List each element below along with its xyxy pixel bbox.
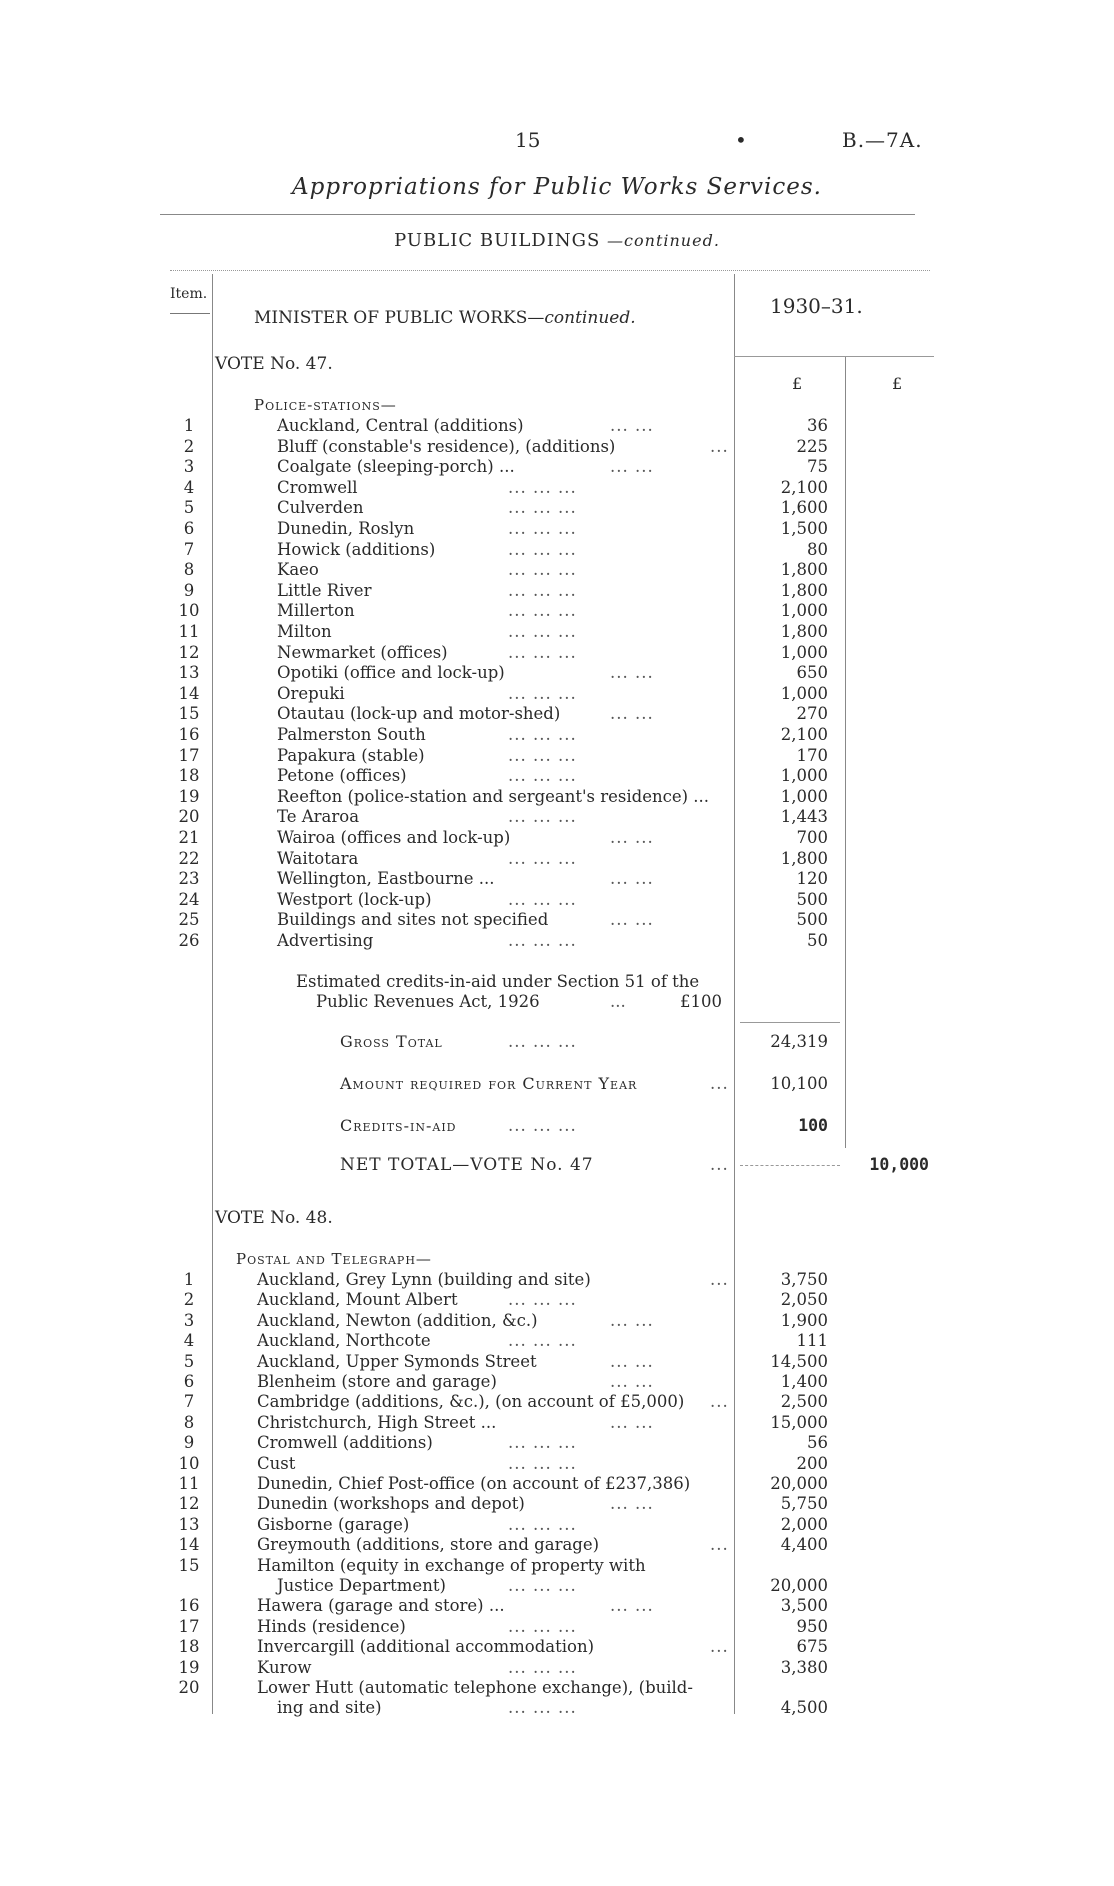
- vote-48-item-number: 16: [178, 1596, 200, 1616]
- section-title: [0, 230, 1114, 251]
- credits-note-line-2: [316, 992, 722, 1011]
- vote-47-item-leader-dots: ... ... ...: [508, 498, 577, 518]
- vote-48-item-description: Auckland, Mount Albert: [257, 1290, 458, 1310]
- vote-47-row: [0, 828, 1114, 848]
- vote-47-row: [0, 910, 1114, 930]
- vote-48-item-number: 19: [178, 1657, 200, 1677]
- vote-47-item-number: 20: [178, 807, 200, 827]
- vote-47-row: [0, 931, 1114, 951]
- vote-48-item-number: 6: [183, 1372, 195, 1391]
- vote-48-item-leader-dots: ... ...: [610, 1372, 654, 1391]
- vote-47-item-description: Reefton (police-station and sergeant's residence) ...: [277, 786, 710, 806]
- vote-47-item-amount: 2,100: [780, 477, 828, 497]
- vote-47-item-leader-dots: ... ... ...: [508, 580, 577, 600]
- vote-48-row: [0, 1474, 1114, 1494]
- vote-48-item-leader-dots: ... ... ...: [508, 1331, 577, 1351]
- year-header-rule: [734, 356, 934, 357]
- credits-note-amount: £100: [680, 992, 722, 1011]
- vote-47-item-description: Waitotara: [277, 848, 359, 868]
- amount-required-dots: ...: [710, 1074, 729, 1093]
- vote-47-item-amount: 2,100: [780, 725, 828, 744]
- vote-48-row: [0, 1617, 1114, 1637]
- vote-48-item-amount: 2,500: [780, 1392, 828, 1412]
- vote-48-item-leader-dots: ... ...: [610, 1351, 654, 1371]
- pound-symbol-column-1: £: [792, 374, 803, 393]
- vote-47-item-amount: 500: [796, 910, 828, 930]
- vote-48-item-amount: 2,050: [780, 1290, 828, 1310]
- vote-47-item-amount: 500: [796, 889, 828, 909]
- vote-48-item-description: Christchurch, High Street ...: [257, 1412, 497, 1432]
- vote-47-item-description: Opotiki (office and lock-up): [277, 663, 505, 683]
- credits-in-aid-value: 100: [798, 1116, 828, 1135]
- vote-48-item-description: Auckland, Upper Symonds Street: [257, 1351, 537, 1371]
- vote-47-item-leader-dots: ... ... ...: [508, 807, 577, 827]
- vote-48-item-leader-dots: ... ... ...: [508, 1698, 577, 1718]
- vote-47-item-description: Culverden: [277, 498, 364, 518]
- vote-47-item-number: 12: [178, 642, 200, 662]
- item-column-header: Item.: [170, 286, 208, 302]
- vote-48-item-amount: 675: [796, 1637, 828, 1657]
- vote-48-row: [0, 1270, 1114, 1290]
- vote-48-item-number: 11: [178, 1474, 200, 1493]
- vote-47-item-leader-dots: ... ... ...: [508, 683, 577, 703]
- vote-48-item-description: Auckland, Newton (addition, &c.): [257, 1310, 538, 1330]
- vote-47-row: [0, 807, 1114, 827]
- section-continued: —continued.: [607, 231, 720, 250]
- vote-47-item-leader-dots: ... ...: [610, 869, 654, 889]
- vote-48-item-description: Cromwell (additions): [257, 1433, 433, 1453]
- vote-47-item-leader-dots: ... ...: [610, 828, 654, 847]
- vote-47-item-number: 7: [183, 539, 195, 559]
- vote-48-row: [0, 1413, 1114, 1433]
- vote-47-item-amount: 1,000: [780, 683, 828, 703]
- vote-48-row: [0, 1678, 1114, 1698]
- vote-48-item-number: 15: [178, 1555, 200, 1575]
- vote-48-item-description: Auckland, Northcote: [257, 1331, 431, 1351]
- vote-48-item-amount: 4,500: [780, 1698, 828, 1718]
- page-dot: •: [735, 128, 747, 152]
- vote-48-item-number: 13: [178, 1514, 200, 1534]
- vote-47-item-leader-dots: ... ... ...: [508, 622, 577, 641]
- vote-47-item-amount: 1,000: [780, 642, 828, 662]
- vote-47-item-description: Auckland, Central (additions): [277, 416, 524, 435]
- vote-48-item-number: 2: [183, 1290, 195, 1310]
- vote-48-item-description: Greymouth (additions, store and garage): [257, 1535, 600, 1555]
- vote-47-item-description: Westport (lock-up): [277, 889, 432, 909]
- vote-48-row: [0, 1556, 1114, 1576]
- vote-47-row: [0, 478, 1114, 498]
- vote-47-row: [0, 560, 1114, 580]
- vote-47-item-number: 15: [178, 704, 200, 724]
- vote-47-row: [0, 581, 1114, 601]
- vote-48-item-description: Dunedin, Chief Post-office (on account of £237,386): [257, 1474, 691, 1493]
- vote-47-item-number: 19: [178, 786, 200, 806]
- vote-47-item-number: 6: [183, 519, 195, 538]
- vote-47-row: [0, 622, 1114, 642]
- vote-47-row: [0, 890, 1114, 910]
- vote-47-item-amount: 80: [807, 539, 828, 559]
- vote-47-item-amount: 700: [796, 828, 828, 847]
- vote-47-item-amount: 1,443: [780, 807, 828, 827]
- vote-47-item-description: Wairoa (offices and lock-up): [277, 828, 511, 847]
- vote-48-item-amount: 4,400: [780, 1535, 828, 1555]
- vote-48-item-number: 14: [178, 1535, 200, 1555]
- vote-47-item-description: Bluff (constable's residence), (additions): [277, 436, 616, 456]
- vote-48-item-description: Lower Hutt (automatic telephone exchange), (build-: [257, 1678, 693, 1697]
- vote-47-item-amount: 170: [796, 745, 828, 765]
- vote-47-item-description: Newmarket (offices): [277, 642, 448, 662]
- vote-47-row: [0, 457, 1114, 477]
- vote-48-item-description: Dunedin (workshops and depot): [257, 1494, 525, 1514]
- vote-47-item-description: Advertising: [277, 931, 374, 950]
- vote-47-item-leader-dots: ... ... ...: [508, 725, 577, 744]
- section-rule: [170, 270, 930, 271]
- vote-47-item-number: 16: [178, 725, 200, 744]
- vote-47-item-number: 10: [178, 601, 200, 621]
- vote-48-item-amount: 14,500: [770, 1351, 828, 1371]
- vote-48-row: [0, 1698, 1114, 1718]
- vote-48-item-leader-dots: ... ... ...: [508, 1576, 577, 1595]
- vote-48-row: [0, 1372, 1114, 1392]
- minister-continued: continued.: [544, 308, 636, 328]
- vote-47-row: [0, 498, 1114, 518]
- vote-47-item-description: Dunedin, Roslyn: [277, 519, 415, 538]
- gross-total-label: Gross Total: [340, 1032, 443, 1051]
- vote-47-item-leader-dots: ... ... ...: [508, 539, 577, 559]
- vote-47-item-description: Coalgate (sleeping-porch) ...: [277, 457, 515, 477]
- vote-47-item-leader-dots: ... ...: [610, 910, 654, 930]
- vote-47-item-number: 1: [183, 416, 195, 435]
- vote-48-item-number: 8: [183, 1412, 195, 1432]
- vote-47-row: [0, 766, 1114, 786]
- vote-48-row: [0, 1311, 1114, 1331]
- vote-47-item-leader-dots: ... ... ...: [508, 601, 577, 621]
- vote-48-item-description: Cust: [257, 1453, 296, 1473]
- vote-47-item-number: 25: [178, 910, 200, 930]
- vote-47-category: Police-stations—: [254, 396, 397, 414]
- item-header-rule: [170, 313, 210, 314]
- vote-47-item-amount: 650: [796, 663, 828, 683]
- vote-48-item-leader-dots: ... ... ...: [508, 1657, 577, 1677]
- vote-47-row: [0, 869, 1114, 889]
- vote-47-item-description: Wellington, Eastbourne ...: [277, 869, 495, 889]
- vote-48-item-number: 4: [183, 1331, 195, 1351]
- vote-47-item-amount: 1,000: [780, 601, 828, 621]
- vote-48-item-number: 20: [178, 1678, 200, 1697]
- vote-48-item-number: 1: [183, 1270, 195, 1289]
- vote-48-item-description: Hinds (residence): [257, 1616, 406, 1636]
- vote-47-item-number: 4: [183, 477, 195, 497]
- vote-48-item-amount: 3,750: [780, 1270, 828, 1289]
- year-column-header: 1930–31.: [770, 294, 863, 318]
- vote-47-item-leader-dots: ... ... ...: [508, 889, 577, 909]
- vote-48-item-leader-dots: ... ... ...: [508, 1514, 577, 1534]
- vote-48-item-description: Cambridge (additions, &c.), (on account of £5,000): [257, 1392, 685, 1412]
- vote-47-item-number: 17: [178, 745, 200, 765]
- vote-48-item-description: Gisborne (garage): [257, 1514, 410, 1534]
- vote-48-row: [0, 1576, 1114, 1596]
- vote-47-item-leader-dots: ... ... ...: [508, 642, 577, 662]
- vote-48-item-amount: 2,000: [780, 1514, 828, 1534]
- document-reference: B.—7A.: [842, 128, 923, 152]
- vote-48-row: [0, 1290, 1114, 1310]
- gross-total-row: [0, 1032, 1114, 1052]
- credits-in-aid-dots: ... ... ...: [508, 1116, 577, 1135]
- vote-47-row: [0, 787, 1114, 807]
- vote-47-row: [0, 416, 1114, 436]
- vote-47-row: [0, 663, 1114, 683]
- vote-47-item-amount: 225: [796, 436, 828, 456]
- vote-48-item-description: Justice Department): [277, 1576, 446, 1595]
- vote-48-item-number: 10: [178, 1453, 200, 1473]
- amount-required-row: [0, 1074, 1114, 1094]
- credits-note-act: Public Revenues Act, 1926: [316, 992, 540, 1011]
- title-rule: [160, 214, 915, 215]
- credits-note-line-1: Estimated credits-in-aid under Section 51 of the: [296, 972, 700, 991]
- vote-48-row: [0, 1352, 1114, 1372]
- section-name: PUBLIC BUILDINGS: [394, 230, 601, 251]
- vote-48-item-amount: 111: [796, 1331, 828, 1351]
- vote-47-item-amount: 1,600: [780, 498, 828, 518]
- vote-47-item-amount: 270: [796, 704, 828, 724]
- vote-48-item-leader-dots: ...: [710, 1392, 729, 1412]
- gross-total-rule: [740, 1022, 840, 1023]
- minister-heading: [254, 308, 636, 328]
- vote-48-item-amount: 15,000: [770, 1412, 828, 1432]
- vote-48-item-amount: 3,500: [780, 1596, 828, 1616]
- vote-47-item-description: Orepuki: [277, 683, 345, 703]
- vote-48-item-number: 9: [183, 1433, 195, 1453]
- vote-47-row: [0, 437, 1114, 457]
- vote-47-item-leader-dots: ... ... ...: [508, 519, 577, 538]
- vote-48-item-leader-dots: ... ... ...: [508, 1433, 577, 1453]
- vote-48-item-leader-dots: ... ... ...: [508, 1616, 577, 1636]
- vote-48-item-leader-dots: ... ...: [610, 1596, 654, 1616]
- vote-48-title: VOTE No. 48.: [215, 1208, 333, 1228]
- vote-48-item-amount: 20,000: [770, 1576, 828, 1595]
- vote-47-item-amount: 1,500: [780, 519, 828, 538]
- vote-48-item-number: 17: [178, 1616, 200, 1636]
- vote-47-item-amount: 1,800: [780, 560, 828, 580]
- vote-47-item-number: 11: [178, 622, 200, 641]
- vote-48-item-description: Invercargill (additional accommodation): [257, 1637, 595, 1657]
- minister-label: MINISTER OF PUBLIC WORKS—: [254, 308, 545, 328]
- vote-47-item-number: 9: [183, 580, 195, 600]
- vote-48-item-number: 18: [178, 1637, 200, 1657]
- vote-47-item-leader-dots: ...: [710, 436, 729, 456]
- vote-48-item-amount: 3,380: [780, 1657, 828, 1677]
- vote-47-row: [0, 684, 1114, 704]
- vote-48-item-amount: 950: [796, 1616, 828, 1636]
- vote-47-item-number: 23: [178, 869, 200, 889]
- vote-48-item-number: 7: [183, 1392, 195, 1412]
- vote-48-row: [0, 1515, 1114, 1535]
- page-title: Appropriations for Public Works Services.: [292, 174, 822, 200]
- vote-47-item-leader-dots: ... ... ...: [508, 477, 577, 497]
- vote-47-item-number: 22: [178, 848, 200, 868]
- page-number: 15: [515, 128, 541, 152]
- vote-48-item-amount: 20,000: [770, 1474, 828, 1493]
- gross-total-value: 24,319: [770, 1032, 828, 1051]
- vote-47-row: [0, 849, 1114, 869]
- vote-47-item-leader-dots: ... ...: [610, 457, 654, 477]
- vote-48-item-description: Blenheim (store and garage): [257, 1372, 497, 1391]
- vote-48-item-number: 12: [178, 1494, 200, 1514]
- vote-47-item-amount: 1,800: [780, 848, 828, 868]
- net-total-row: [0, 1155, 1114, 1175]
- vote-47-item-description: Howick (additions): [277, 539, 436, 559]
- vote-48-item-amount: 1,400: [780, 1372, 828, 1391]
- vote-47-item-amount: 1,800: [780, 580, 828, 600]
- vote-47-row: [0, 519, 1114, 539]
- vote-47-item-amount: 120: [796, 869, 828, 889]
- vote-47-item-description: Palmerston South: [277, 725, 426, 744]
- vote-48-item-leader-dots: ... ...: [610, 1412, 654, 1432]
- vote-48-item-leader-dots: ... ...: [610, 1494, 654, 1514]
- vote-47-item-number: 21: [178, 828, 200, 847]
- vote-47-item-amount: 1,000: [780, 786, 828, 806]
- vote-47-item-number: 2: [183, 436, 195, 456]
- vote-47-item-description: Otautau (lock-up and motor-shed): [277, 704, 561, 724]
- vote-48-item-amount: 56: [807, 1433, 828, 1453]
- vote-47-item-leader-dots: ... ...: [610, 704, 654, 724]
- vote-47-item-number: 26: [178, 931, 200, 950]
- vote-47-item-leader-dots: ... ...: [610, 663, 654, 683]
- vote-48-row: [0, 1433, 1114, 1453]
- vote-47-row: [0, 643, 1114, 663]
- vote-48-row: [0, 1331, 1114, 1351]
- vote-48-item-leader-dots: ... ...: [610, 1310, 654, 1330]
- vote-48-item-leader-dots: ...: [710, 1270, 729, 1289]
- vote-48-item-number: 5: [183, 1351, 195, 1371]
- vote-47-item-leader-dots: ... ... ...: [508, 848, 577, 868]
- vote-47-item-leader-dots: ... ... ...: [508, 766, 577, 786]
- vote-47-item-number: 8: [183, 560, 195, 580]
- vote-47-row: [0, 746, 1114, 766]
- vote-47-item-leader-dots: ... ... ...: [508, 560, 577, 580]
- vote-48-item-number: 3: [183, 1310, 195, 1330]
- vote-48-row: [0, 1535, 1114, 1555]
- vote-47-item-description: Millerton: [277, 601, 355, 621]
- vote-47-item-leader-dots: ... ...: [610, 416, 654, 435]
- vote-48-row: [0, 1494, 1114, 1514]
- vote-47-row: [0, 725, 1114, 745]
- vote-48-item-description: Hawera (garage and store) ...: [257, 1596, 505, 1616]
- vote-47-row: [0, 540, 1114, 560]
- vote-48-row: [0, 1392, 1114, 1412]
- vote-47-item-description: Cromwell: [277, 477, 358, 497]
- gross-total-dots: ... ... ...: [508, 1032, 577, 1051]
- vote-47-item-number: 3: [183, 457, 195, 477]
- vote-47-item-description: Buildings and sites not specified: [277, 910, 549, 930]
- vote-48-row: [0, 1658, 1114, 1678]
- vote-48-row: [0, 1596, 1114, 1616]
- net-total-label: NET TOTAL—VOTE No. 47: [340, 1155, 594, 1175]
- vote-47-item-description: Kaeo: [277, 560, 319, 580]
- vote-47-item-number: 14: [178, 683, 200, 703]
- vote-48-item-leader-dots: ... ... ...: [508, 1453, 577, 1473]
- vote-48-item-leader-dots: ...: [710, 1637, 729, 1657]
- amount-required-value: 10,100: [770, 1074, 828, 1093]
- vote-48-item-description: ing and site): [277, 1698, 382, 1718]
- net-total-value: 10,000: [869, 1155, 929, 1174]
- vote-47-item-description: Little River: [277, 580, 372, 600]
- credits-in-aid-label: Credits-in-aid: [340, 1116, 457, 1135]
- vote-48-row: [0, 1637, 1114, 1657]
- vote-48-category: Postal and Telegraph—: [236, 1250, 432, 1268]
- pound-symbol-column-2: £: [892, 374, 903, 393]
- vote-47-item-description: Papakura (stable): [277, 745, 425, 765]
- vote-47-item-amount: 1,800: [780, 622, 828, 641]
- vote-48-item-amount: 1,900: [780, 1310, 828, 1330]
- vote-47-item-description: Milton: [277, 622, 332, 641]
- vote-47-row: [0, 601, 1114, 621]
- vote-48-row: [0, 1454, 1114, 1474]
- vote-47-item-amount: 50: [807, 931, 828, 950]
- vote-47-item-number: 24: [178, 889, 200, 909]
- vote-47-item-number: 18: [178, 766, 200, 786]
- vote-47-item-number: 5: [183, 498, 195, 518]
- net-total-dots: ...: [710, 1155, 729, 1174]
- vote-48-item-description: Hamilton (equity in exchange of property with: [257, 1555, 646, 1575]
- vote-48-item-amount: 200: [796, 1453, 828, 1473]
- amount-required-label: Amount required for Current Year: [340, 1074, 638, 1093]
- vote-48-item-leader-dots: ...: [710, 1535, 729, 1555]
- vote-48-item-description: Kurow: [257, 1657, 312, 1677]
- vote-47-item-amount: 36: [807, 416, 828, 435]
- vote-47-item-leader-dots: ... ... ...: [508, 931, 577, 950]
- vote-48-item-leader-dots: ... ... ...: [508, 1290, 577, 1310]
- vote-48-item-description: Auckland, Grey Lynn (building and site): [257, 1270, 591, 1289]
- vote-47-item-leader-dots: ... ... ...: [508, 745, 577, 765]
- vote-47-item-description: Petone (offices): [277, 766, 407, 786]
- vote-47-row: [0, 704, 1114, 724]
- credits-in-aid-row: [0, 1116, 1114, 1136]
- vote-48-item-amount: 5,750: [780, 1494, 828, 1514]
- credits-note-dots: ...: [610, 992, 626, 1011]
- vote-47-title: VOTE No. 47.: [215, 354, 333, 374]
- vote-47-item-number: 13: [178, 663, 200, 683]
- vote-47-item-description: Te Araroa: [277, 807, 360, 827]
- vote-47-item-amount: 1,000: [780, 766, 828, 786]
- vote-47-item-amount: 75: [807, 457, 828, 477]
